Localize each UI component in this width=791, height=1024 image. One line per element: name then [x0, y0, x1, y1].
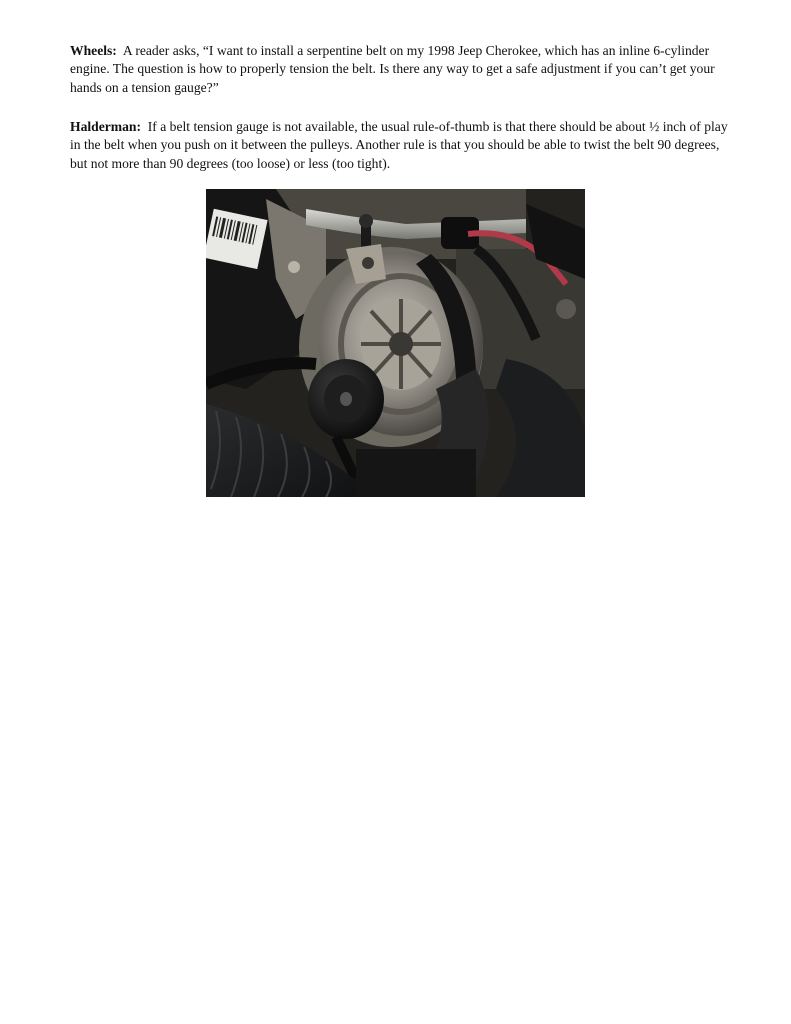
- idler-pulley: [308, 359, 384, 439]
- engine-alternator-photo: [206, 189, 585, 497]
- answer-text: If a belt tension gauge is not available, the usual rule-of-thumb is that there should be about ½ inch of play in the belt when you push on it between the pulleys. Another rule is that you should be able to twist the belt 90 degrees, but not more than 90 degrees (too loose) or less (too tight).: [70, 119, 728, 171]
- answer-paragraph: [70, 118, 730, 173]
- question-paragraph: [70, 42, 730, 97]
- answer-speaker: Halderman:: [70, 119, 141, 134]
- question-speaker: Wheels:: [70, 43, 117, 58]
- question-text: A reader asks, “I want to install a serpentine belt on my 1998 Jeep Cherokee, which has an inline 6-cylinder engine. The question is how to properly tension the belt. Is there any way to get a safe adjustment if you can’t get your hands on a tension gauge?”: [70, 43, 715, 95]
